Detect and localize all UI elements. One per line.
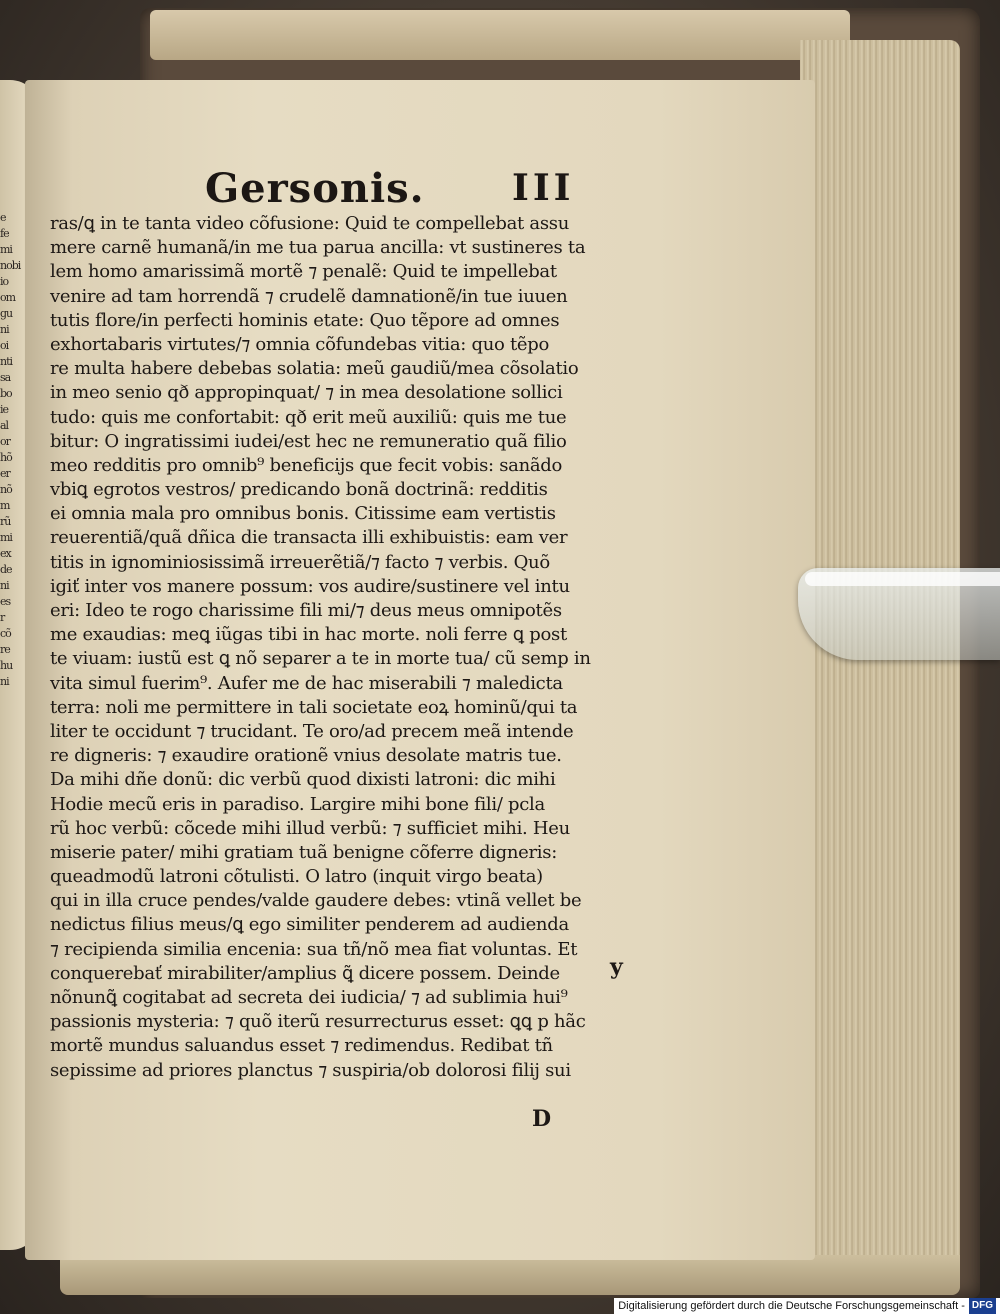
text-line: exhortabaris virtutes/⁊ omnia cõfundebas vitia: quo tẽpo [50, 333, 550, 355]
text-line: me exaudias: meꝗ iũgas tibi in hac morte. noli ferre ꝗ post [50, 624, 567, 646]
text-line: lem homo amarissimã mortẽ ⁊ penalẽ: Quid te impellebat [50, 261, 557, 283]
text-line: ras/ꝗ in te tanta video cõfusione: Quid te compellebat assu [50, 213, 569, 234]
text-line: passionis mysteria: ⁊ quõ iterũ resurrecturus esset: ꝗꝗ p hãc [50, 1011, 586, 1033]
text-block [50, 212, 610, 1083]
left-page-text-fragments: e fe mi nobi io om gu ni oi nti sa bo ie al or hõ er nõ m rũ mi ex de ni es r cõ re hu ni [0, 211, 21, 688]
text-line: titis in ignominiosissimã irreuerẽtiã/⁊ facto ⁊ verbis. Quõ [50, 551, 550, 573]
book-top-edge [150, 10, 850, 60]
text-line: nedictus filius meus/ꝗ ego similiter penderem ad audienda [50, 914, 569, 936]
text-line: queadmodũ latroni cõtulisti. O latro (inquit virgo beata) [50, 866, 543, 888]
text-line: ⁊ recipienda similia encenia: sua tñ/nõ mea fiat voluntas. Et [50, 938, 578, 960]
page-header [0, 165, 1000, 215]
text-line: te viuam: iustũ est ꝗ nõ separer a te in morte tua/ cũ semp in [50, 648, 591, 670]
dfg-logo: DFG [969, 1298, 996, 1314]
text-line: mere carnẽ humanã/in me tua parua ancilla: vt sustineres ta [50, 237, 586, 259]
text-line: tudo: quis me confortabit: qð erit meũ auxiliũ: quis me tue [50, 406, 567, 428]
running-head: Gersonis. [205, 165, 425, 212]
glass-highlight [805, 572, 1000, 586]
text-line: reuerentiã/quã dñica die transacta illi exhibuistis: eam ver [50, 527, 568, 549]
text-line: miserie pater/ mihi gratiam tuã benigne cõferre digneris: [50, 841, 557, 863]
text-line: re multa habere debebas solatia: meũ gaudiũ/mea cõsolatio [50, 358, 579, 380]
text-line: qui in illa cruce pendes/valde gaudere debes: vtinã vellet be [50, 890, 582, 912]
text-line: mortẽ mundus saluandus esset ⁊ redimendus. Redibat tñ [50, 1035, 553, 1057]
text-line: re digneris: ⁊ exaudire orationẽ vnius desolate matris tue. [50, 745, 562, 767]
footer-credit [614, 1298, 1000, 1314]
text-line: Da mihi dñe donũ: dic verbũ quod dixisti latroni: dic mihi [50, 769, 556, 791]
page-fore-edge [800, 40, 960, 1295]
text-line: igiť inter vos manere possum: vos audire/sustinere vel intu [50, 575, 570, 597]
text-line: liter te occidunt ⁊ trucidant. Te oro/ad precem meã intende [50, 720, 574, 742]
text-line: terra: noli me permittere in tali societate eoꝝ hominũ/qui ta [50, 696, 578, 718]
text-line: rũ hoc verbũ: cõcede mihi illud verbũ: ⁊ sufficiet mihi. Heu [50, 817, 570, 839]
text-line: in meo senio qð appropinquat/ ⁊ in mea desolatione sollici [50, 382, 563, 404]
text-line: vita simul fuerim⁹. Aufer me de hac miserabili ⁊ maledicta [50, 672, 563, 694]
text-line: eri: Ideo te rogo charissime fili mi/⁊ deus meus omnipotẽs [50, 600, 562, 621]
text-line: Hodie mecũ eris in paradiso. Largire mihi bone fili/ pcla [50, 793, 545, 815]
text-line: conquerebať mirabiliter/amplius ꝗ̃ dicere possem. Deinde [50, 962, 560, 984]
book-bottom-edge [60, 1255, 960, 1295]
text-line: vbiꝗ egrotos vestros/ predicando bonã doctrinã: redditis [50, 479, 548, 501]
folio-number: III [512, 167, 575, 209]
text-line: venire ad tam horrendã ⁊ crudelẽ damnationẽ/in tue iuuen [50, 285, 568, 307]
footer-text: Digitalisierung gefördert durch die Deutsche Forschungsgemeinschaft - [618, 1300, 965, 1312]
text-line: ei omnia mala pro omnibus bonis. Citissime eam vertistis [50, 503, 556, 525]
text-line: meo redditis pro omnib⁹ beneficijs que fecit vobis: sanãdo [50, 454, 563, 476]
text-line: sepissime ad priores planctus ⁊ suspiria/ob dolorosi filij sui [50, 1059, 571, 1081]
text-line: nõnunꝗ̃ cogitabat ad secreta dei iudicia/ ⁊ ad sublimia hui⁹ [50, 987, 568, 1008]
text-line: tutis flore/in perfecti hominis etate: Quo tẽpore ad omnes [50, 309, 560, 331]
marginal-letter: y [610, 954, 623, 980]
catchword: D [532, 1106, 552, 1132]
text-line: bitur: O ingratissimi iudei/est hec ne remuneratio quã filio [50, 430, 567, 452]
